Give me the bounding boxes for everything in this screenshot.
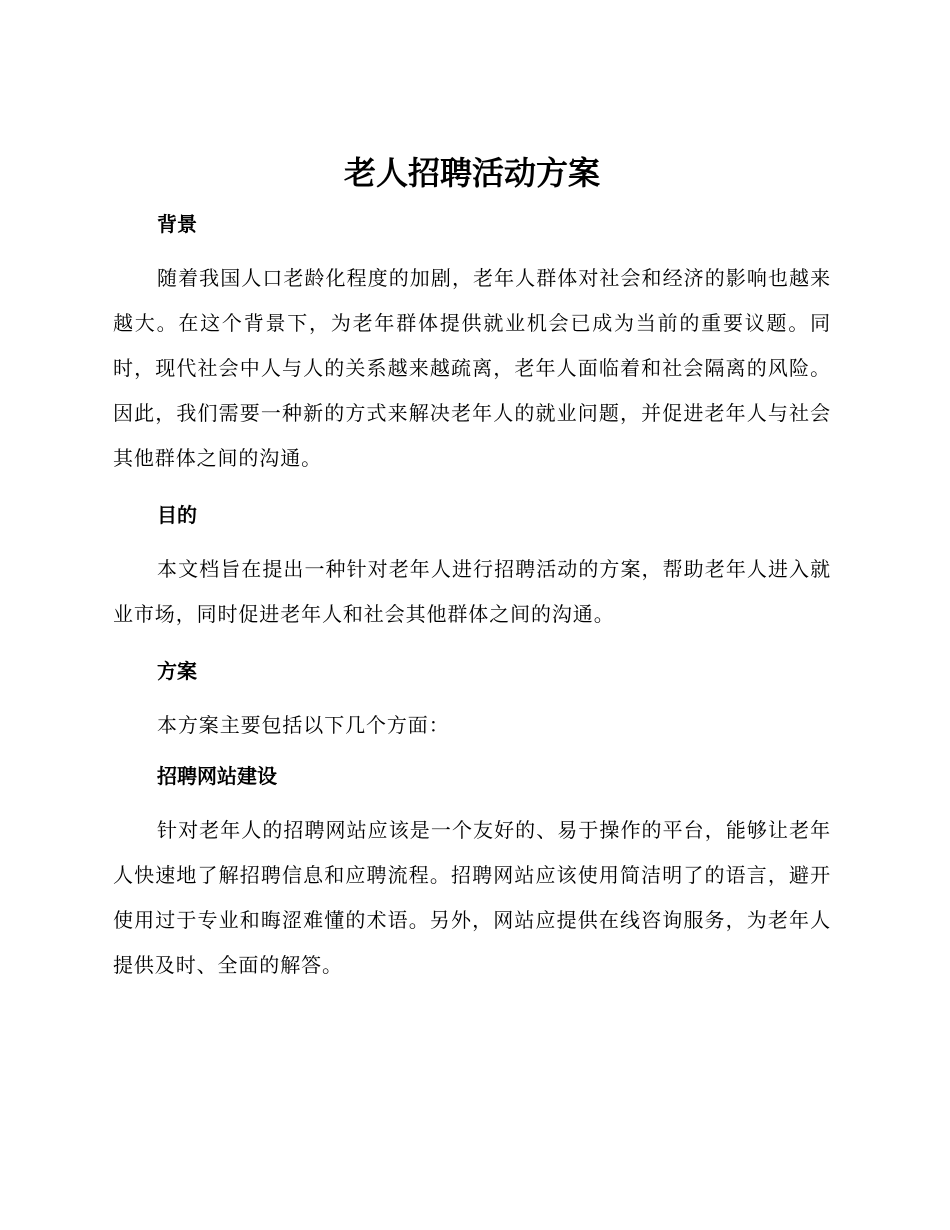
paragraph-plan: 本方案主要包括以下几个方面： xyxy=(157,713,450,737)
section-heading-website: 招聘网站建设 xyxy=(157,764,277,788)
section-heading-plan: 方案 xyxy=(157,659,197,683)
paragraph-website: 针对老年人的招聘网站应该是一个友好的、易于操作的平台，能够让老年人快速地了解招聘信息和应聘流程。招聘网站应该使用简洁明了的语言，避开使用过于专业和晦涩难懂的术语。另外，网站应提供在线咨询服务，为老年人提供及时、全面的解答。 xyxy=(113,818,831,977)
document-title: 老人招聘活动方案 xyxy=(343,154,600,192)
section-heading-background: 背景 xyxy=(157,212,197,236)
document-body xyxy=(113,150,831,988)
paragraph-purpose: 本文档旨在提出一种针对老年人进行招聘活动的方案，帮助老年人进入就业市场，同时促进老年人和社会其他群体之间的沟通。 xyxy=(113,557,831,626)
paragraph-background: 随着我国人口老龄化程度的加剧，老年人群体对社会和经济的影响也越来越大。在这个背景下，为老年群体提供就业机会已成为当前的重要议题。同时，现代社会中人与人的关系越来越疏离，老年人面临着和社会隔离的风险。因此，我们需要一种新的方式来解决老年人的就业问题，并促进老年人与社会其他群体之间的沟通。 xyxy=(113,266,831,470)
section-heading-purpose: 目的 xyxy=(157,503,197,527)
